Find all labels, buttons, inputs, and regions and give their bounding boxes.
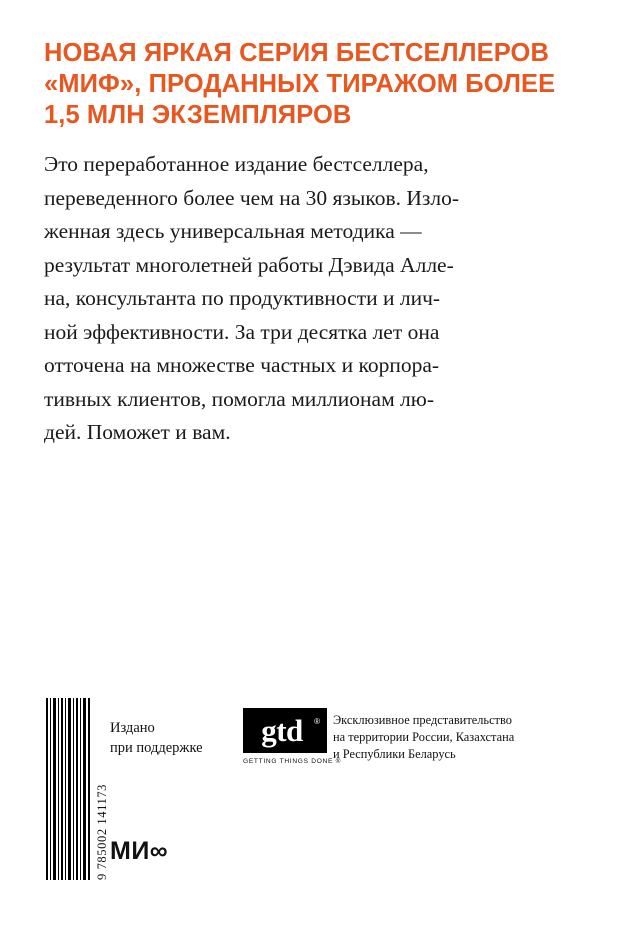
book-description-line-5: на, консультанта по продуктивности и лич- bbox=[44, 286, 441, 310]
gtd-logo-icon bbox=[243, 708, 327, 753]
promo-headline-line-2: «МИФ», ПРОДАННЫХ ТИРАЖОМ БОЛЕЕ bbox=[44, 70, 556, 98]
barcode-block bbox=[44, 698, 110, 893]
published-with-support-line-2: при поддержке bbox=[110, 740, 203, 756]
gtd-tagline: GETTING THINGS DONE ® bbox=[243, 758, 342, 765]
gtd-representation-line-2: на территории России, Казахстана bbox=[333, 730, 515, 744]
publisher-logo: МИ∞ bbox=[110, 837, 169, 865]
gtd-representation-line-3: и Республики Беларусь bbox=[333, 747, 456, 761]
barcode-icon bbox=[44, 698, 92, 880]
book-description-line-8: тивных клиентов, помогла миллионам лю- bbox=[44, 386, 435, 411]
published-with-support-line-1: Издано bbox=[110, 720, 155, 736]
registered-trademark-icon: ® bbox=[314, 717, 320, 726]
gtd-wordmark: gtd bbox=[261, 713, 303, 748]
book-description-line-7: отточена на множестве частных и корпора- bbox=[44, 353, 440, 377]
promo-headline-line-3: 1,5 МЛН ЭКЗЕМПЛЯРОВ bbox=[44, 101, 352, 129]
published-with-support-label bbox=[110, 718, 230, 758]
book-description-line-6: ной эффективности. За три десятка лет она bbox=[44, 319, 440, 344]
promo-headline-line-1: НОВАЯ ЯРКАЯ СЕРИЯ БЕСТСЕЛЛЕРОВ bbox=[44, 39, 549, 67]
book-description-line-3: женная здесь универсальная методика — bbox=[44, 219, 422, 243]
barcode-number: 9 785002 141173 bbox=[95, 783, 109, 880]
gtd-logo-block bbox=[243, 708, 342, 788]
book-description-line-9: дей. Поможет и вам. bbox=[44, 420, 231, 444]
book-description-line-4: результат многолетней работы Дэвида Алле- bbox=[44, 252, 454, 277]
book-description-line-2: переведенного более чем на 30 языков. Изло- bbox=[44, 185, 459, 210]
promo-headline bbox=[44, 38, 574, 131]
gtd-representation-line-1: Эксклюзивное представительство bbox=[333, 713, 512, 727]
cover-footer bbox=[0, 690, 619, 926]
gtd-representation-note bbox=[333, 712, 573, 763]
book-description bbox=[44, 148, 569, 450]
book-description-line-1: Это переработанное издание бестселлера, bbox=[44, 152, 429, 176]
